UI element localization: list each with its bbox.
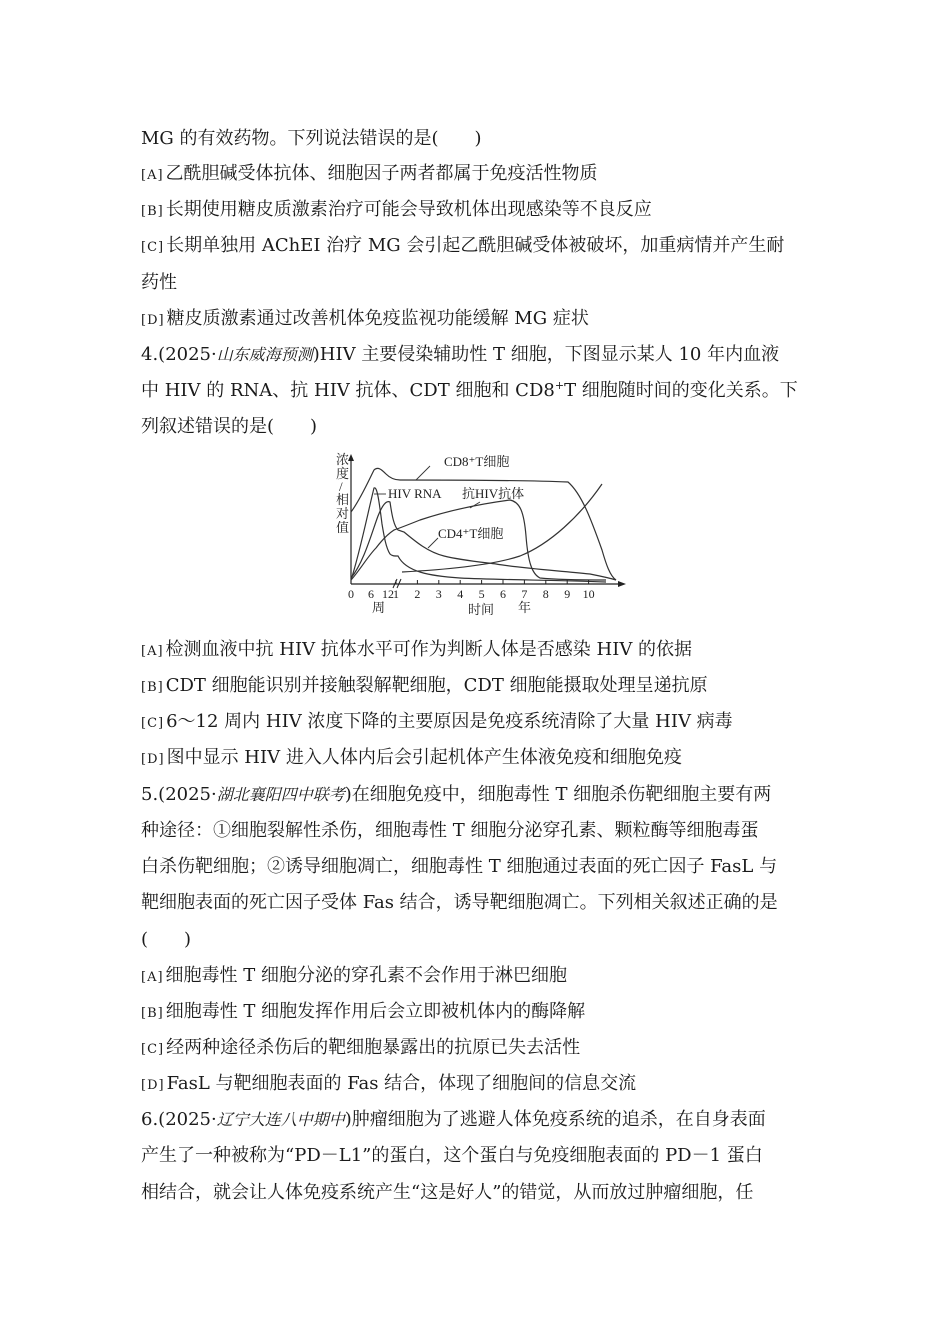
option-tag: [A] — [141, 970, 164, 985]
unit-years: 年 — [518, 600, 532, 615]
q3-option-c[interactable] — [141, 234, 811, 260]
q4-option-d[interactable] — [141, 746, 811, 772]
y-label-char-5: 对 — [336, 506, 350, 521]
question-number: 6.(2025· — [141, 1109, 217, 1130]
option-text: 细胞毒性 T 细胞分泌的穿孔素不会作用于淋巴细胞 — [165, 965, 567, 986]
hiv-chart-svg — [320, 452, 630, 620]
q5-stem-line1 — [141, 783, 811, 807]
option-text: 6～12 周内 HIV 浓度下降的主要原因是免疫系统清除了大量 HIV 病毒 — [166, 711, 733, 732]
q3-option-a[interactable] — [141, 162, 811, 188]
option-text: 检测血液中抗 HIV 抗体水平可作为判断人体是否感染 HIV 的依据 — [165, 639, 693, 660]
option-text: 细胞毒性 T 细胞发挥作用后会立即被机体内的酶降解 — [165, 1001, 586, 1022]
q6-stem-line3: 相结合，就会让人体免疫系统产生“这是好人”的错觉，从而放过肿瘤细胞，任 — [141, 1182, 754, 1203]
option-text: 长期单独用 AChEI 治疗 MG 会引起乙酰胆碱受体被破坏，加重病情并产生耐 — [166, 235, 785, 256]
q4-stem-line2 — [141, 379, 811, 403]
y-label-char-6: 值 — [336, 520, 350, 535]
y-label-char-4: 相 — [336, 492, 350, 507]
q5-option-b[interactable] — [141, 1000, 811, 1026]
option-text: CDT 细胞能识别并接触裂解靶细胞，CDT 细胞能摄取处理呈递抗原 — [165, 675, 708, 696]
q4-option-c[interactable] — [141, 710, 811, 736]
q5-stem-line2: 种途径：①细胞裂解性杀伤，细胞毒性 T 细胞分泌穿孔素、颗粒酶等细胞毒蛋 — [141, 820, 759, 841]
option-tag: [B] — [141, 680, 164, 695]
unit-weeks: 周 — [372, 600, 386, 615]
tick-week-6: 6 — [368, 587, 374, 601]
question-number: 5.(2025· — [141, 784, 217, 805]
stem-text: T 细胞随时间的变化关系。下 — [564, 380, 798, 401]
option-text: 长期使用糖皮质激素治疗可能会导致机体出现感染等不良反应 — [165, 199, 652, 220]
option-text: 图中显示 HIV 进入人体内后会引起机体产生体液免疫和细胞免疫 — [166, 747, 682, 768]
series-label-cd8: CD8⁺T细胞 — [444, 454, 510, 469]
y-label-char-3: / — [339, 479, 343, 494]
option-text: 糖皮质激素通过改善机体免疫监视功能缓解 MG 症状 — [166, 308, 589, 329]
tick-year-8: 8 — [542, 587, 549, 601]
year-ticks — [393, 580, 595, 601]
option-tag: [D] — [141, 752, 165, 767]
x-axis-arrow — [618, 581, 626, 587]
question-number: 4.(2025· — [141, 344, 217, 365]
option-tag: [C] — [141, 240, 165, 255]
q5-option-c[interactable] — [141, 1036, 811, 1062]
tick-year-10: 10 — [582, 587, 595, 601]
option-text: FasL 与靶细胞表面的 Fas 结合，体现了细胞间的信息交流 — [166, 1073, 637, 1094]
q4-option-a[interactable] — [141, 638, 811, 664]
tick-week-0: 0 — [348, 587, 354, 601]
option-tag: [B] — [141, 204, 164, 219]
tick-year-7: 7 — [521, 587, 528, 601]
option-text: 乙酰胆碱受体抗体、细胞因子两者都属于免疫活性物质 — [165, 163, 598, 184]
q5-option-a[interactable] — [141, 964, 811, 990]
x-axis-label: 时间 — [468, 602, 495, 617]
q3-option-b[interactable] — [141, 198, 811, 224]
tick-year-4: 4 — [457, 587, 464, 601]
tick-year-5: 5 — [478, 587, 485, 601]
q5-option-d[interactable] — [141, 1072, 811, 1098]
q5-stem-line4: 靶细胞表面的死亡因子受体 Fas 结合，诱导靶细胞凋亡。下列相关叙述正确的是 — [141, 892, 778, 913]
y-label-char-2: 度 — [336, 466, 350, 481]
q6-stem-line2: 产生了一种被称为“PD－L1”的蛋白，这个蛋白与免疫细胞表面的 PD－1 蛋白 — [141, 1145, 763, 1166]
tick-year-3: 3 — [435, 587, 442, 601]
q4-stem-line3: 列叙述错误的是( ) — [141, 416, 318, 437]
cd8-leader-line — [416, 466, 430, 480]
tick-week-12: 12 — [382, 587, 394, 601]
stem-text: )在细胞免疫中，细胞毒性 T 细胞杀伤靶细胞主要有两 — [344, 784, 772, 805]
option-tag: [D] — [141, 1078, 165, 1093]
y-label-char-1: 浓 — [336, 452, 350, 467]
question-source: 湖北襄阳四中联考 — [216, 785, 345, 804]
y-axis-label — [336, 452, 352, 535]
q3-option-d[interactable] — [141, 307, 811, 333]
option-text: 经两种途径杀伤后的靶细胞暴露出的抗原已失去活性 — [166, 1037, 581, 1058]
superscript: + — [554, 379, 565, 392]
series-label-antibody: 抗HIV抗体 — [462, 486, 525, 501]
option-tag: [B] — [141, 1006, 164, 1021]
q3-stem-tail: MG 的有效药物。下列说法错误的是( ) — [141, 128, 482, 149]
cd4-leader-line — [428, 538, 438, 548]
q5-stem-line5: ( ) — [141, 929, 192, 950]
q4-option-b[interactable] — [141, 674, 811, 700]
q6-stem-line1 — [141, 1108, 811, 1132]
question-source: 山东威海预测 — [216, 345, 313, 364]
option-tag: [A] — [141, 168, 164, 183]
q3-option-c-continued: 药性 — [141, 272, 177, 293]
series-label-cd4: CD4⁺T细胞 — [438, 526, 504, 541]
tick-year-6: 6 — [500, 587, 506, 601]
option-tag: [A] — [141, 644, 164, 659]
question-source: 辽宁大连八中期中 — [216, 1110, 345, 1129]
option-tag: [C] — [141, 1042, 165, 1057]
stem-text: 中 HIV 的 RNA、抗 HIV 抗体、CDT 细胞和 CD8 — [141, 380, 555, 401]
q4-stem-line1 — [141, 343, 811, 367]
option-tag: [C] — [141, 716, 165, 731]
stem-text: )肿瘤细胞为了逃避人体免疫系统的追杀，在自身表面 — [344, 1109, 766, 1130]
hiv-chart — [320, 452, 630, 620]
q5-stem-line3: 白杀伤靶细胞；②诱导细胞凋亡，细胞毒性 T 细胞通过表面的死亡因子 FasL 与 — [141, 856, 778, 877]
tick-year-2: 2 — [414, 587, 421, 601]
tick-year-1: 1 — [393, 587, 399, 601]
series-label-hiv-rna: HIV RNA — [388, 486, 442, 501]
tick-year-9: 9 — [564, 587, 571, 601]
stem-text: )HIV 主要侵染辅助性 T 细胞，下图显示某人 10 年内血液 — [312, 344, 780, 365]
option-tag: [D] — [141, 313, 165, 328]
